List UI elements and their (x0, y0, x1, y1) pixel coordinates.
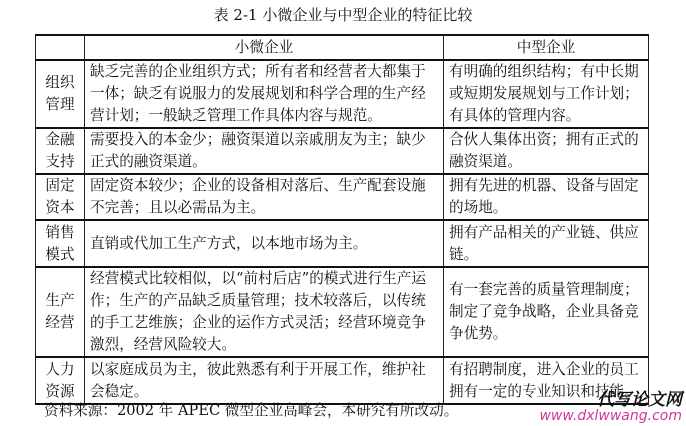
header-blank (36, 35, 85, 60)
header-small-enterprise: 小微企业 (85, 35, 444, 60)
row-label: 人力资源 (36, 357, 85, 404)
medium-enterprise-cell: 拥有先进的机器、设备与固定的场地。 (444, 174, 649, 220)
medium-enterprise-cell: 有明确的组织结构；有中长期或短期发展规划与工作计划；有具体的管理内容。 (444, 60, 649, 128)
medium-enterprise-cell: 有招聘制度，进入企业的员工拥有一定的专业知识和技能。 (444, 357, 649, 404)
small-enterprise-cell: 需要投入的本金少；融资渠道以亲戚朋友为主；缺少正式的融资渠道。 (85, 128, 444, 174)
small-enterprise-cell: 缺乏完善的企业组织方式；所有者和经营者大都集于一体；缺乏有说服力的发展规划和科学合理的生产经营计划；一般缺乏管理工作具体内容与规范。 (85, 60, 444, 128)
small-enterprise-cell: 直销或代加工生产方式，以本地市场为主。 (85, 220, 444, 267)
small-enterprise-cell: 经营模式比较相似，以“前村后店”的模式进行生产运作；生产的产品缺乏质量管理；技术较落后，以传统的手工艺维族；企业的运作方式灵活；经营环境竞争激烈，经营风险较大。 (85, 267, 444, 357)
source-footnote: 资料来源：2002 年 APEC 微型企业高峰会，本研究有所改动。 (44, 402, 459, 419)
table-row (36, 267, 649, 357)
row-label: 生产经营 (36, 267, 85, 357)
table-row (36, 60, 649, 128)
row-label: 固定资本 (36, 174, 85, 220)
row-label: 组织管理 (36, 60, 85, 128)
row-label: 金融支持 (36, 128, 85, 174)
table-row (36, 128, 649, 174)
watermark-line2: www.dxlwwang.com (539, 408, 682, 424)
row-label: 销售模式 (36, 220, 85, 267)
table-row (36, 174, 649, 220)
medium-enterprise-cell: 有一套完善的质量管理制度；制定了竞争战略，企业具备竞争优势。 (444, 267, 649, 357)
watermark-line1: 代写论文网 (597, 390, 682, 410)
small-enterprise-cell: 固定资本较少；企业的设备相对落后、生产配套设施不完善；且以必需品为主。 (85, 174, 444, 220)
comparison-table (35, 34, 649, 405)
medium-enterprise-cell: 拥有产品相关的产业链、供应链。 (444, 220, 649, 267)
small-enterprise-cell: 以家庭成员为主，彼此熟悉有利于开展工作，维护社会稳定。 (85, 357, 444, 404)
header-medium-enterprise: 中型企业 (444, 35, 649, 60)
table-title: 表 2-1 小微企业与中型企业的特征比较 (213, 6, 473, 24)
table-header-row (36, 35, 649, 60)
watermark-logo (539, 392, 682, 424)
medium-enterprise-cell: 合伙人集体出资；拥有正式的融资渠道。 (444, 128, 649, 174)
table-row (36, 220, 649, 267)
